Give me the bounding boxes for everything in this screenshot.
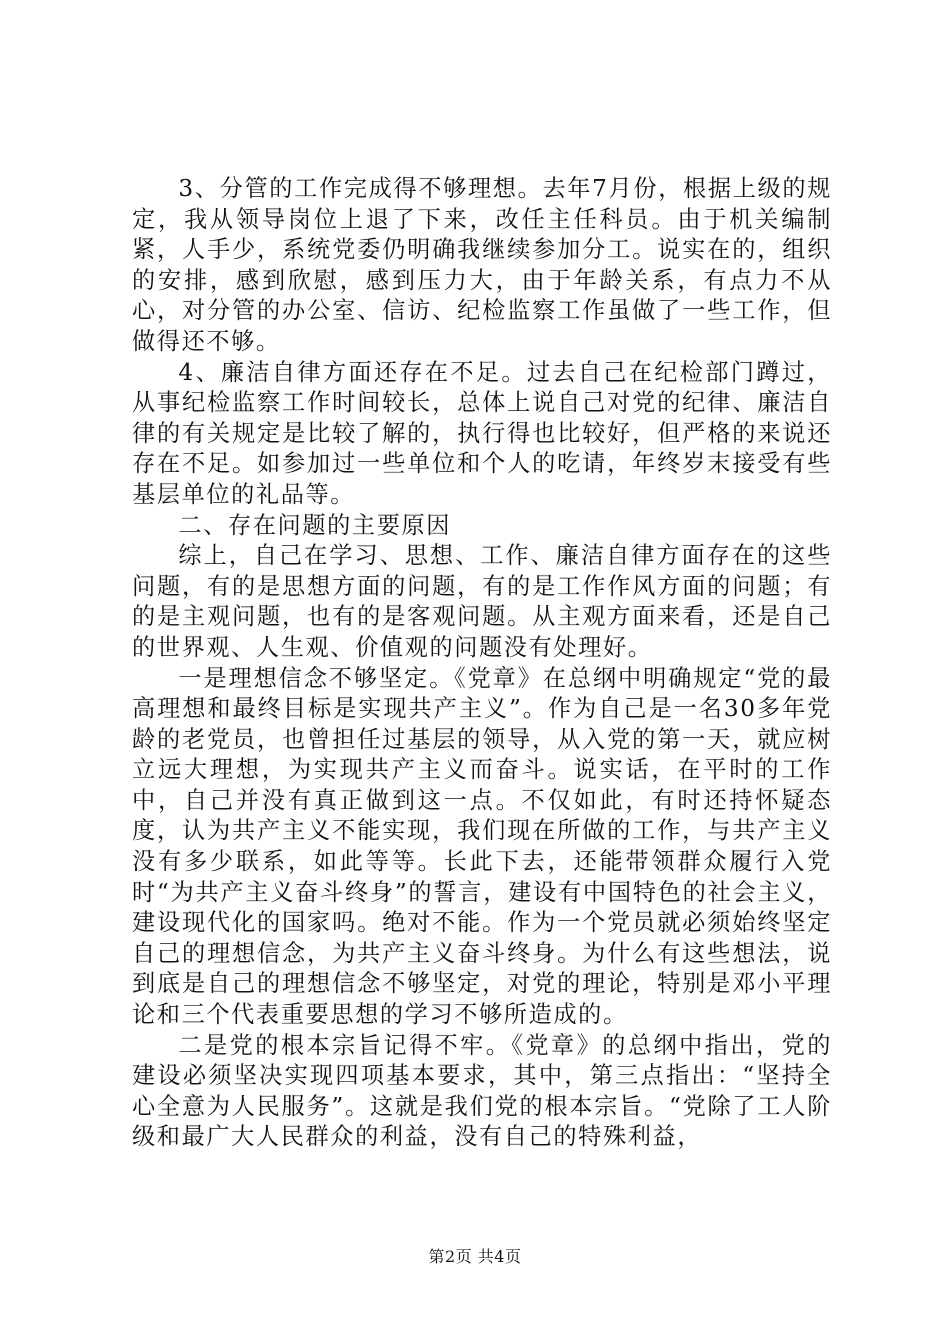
paragraph-ideals-belief: 一是理想信念不够坚定。《党章》在总纲中明确规定“党的最高理想和最终目标是实现共产主义”。作为自己是一名30多年党龄的老党员，也曾担任过基层的领导，从入党的第一天，就应树立远大理想，为实现共产主义而奋斗。说实话，在平时的工作中，自己并没有真正做到这一点。不仅如此，有时还持怀疑态度，认为共产主义不能实现，我们现在所做的工作，与共产主义没有多少联系，如此等等。长此下去，还能带领群众履行入党时“为共产主义奋斗终身”的誓言，建设有中国特色的社会主义，建设现代化的国家吗。绝对不能。作为一个党员就必须始终坚定自己的理想信念，为共产主义奋斗终身。为什么有这些想法，说到底是自己的理想信念不够坚定，对党的理论，特别是邓小平理论和三个代表重要思想的学习不够所造成的。 bbox=[132, 664, 832, 1029]
document-body bbox=[132, 174, 832, 1153]
paragraph-summary: 综上，自己在学习、思想、工作、廉洁自律方面存在的这些问题，有的是思想方面的问题，有的是工作作风方面的问题；有的是主观问题，也有的是客观问题。从主观方面来看，还是自己的世界观、人生观、价值观的问题没有处理好。 bbox=[132, 542, 832, 661]
paragraph-work-item-3: 3、分管的工作完成得不够理想。去年7月份，根据上级的规定，我从领导岗位上退了下来，改任主任科员。由于机关编制紧，人手少，系统党委仍明确我继续参加分工。说实在的，组织的安排，感到欣慰，感到压力大，由于年龄关系，有点力不从心，对分管的办公室、信访、纪检监察工作虽做了一些工作，但做得还不够。 bbox=[132, 175, 832, 355]
page-number-footer: 第2页 共4页 bbox=[428, 1247, 522, 1266]
section-heading-causes: 二、存在问题的主要原因 bbox=[178, 511, 452, 539]
paragraph-integrity-item-4: 4、廉洁自律方面还存在不足。过去自己在纪检部门蹲过，从事纪检监察工作时间较长，总体上说自己对党的纪律、廉洁自律的有关规定是比较了解的，执行得也比较好，但严格的来说还存在不足。如参加过一些单位和个人的吃请，年终岁末接受有些基层单位的礼品等。 bbox=[132, 358, 832, 508]
paragraph-party-purpose: 二是党的根本宗旨记得不牢。《党章》的总纲中指出，党的建设必须坚决实现四项基本要求，其中，第三点指出：“坚持全心全意为人民服务”。这就是我们党的根本宗旨。“党除了工人阶级和最广大人民群众的利益，没有自己的特殊利益， bbox=[132, 1031, 832, 1151]
